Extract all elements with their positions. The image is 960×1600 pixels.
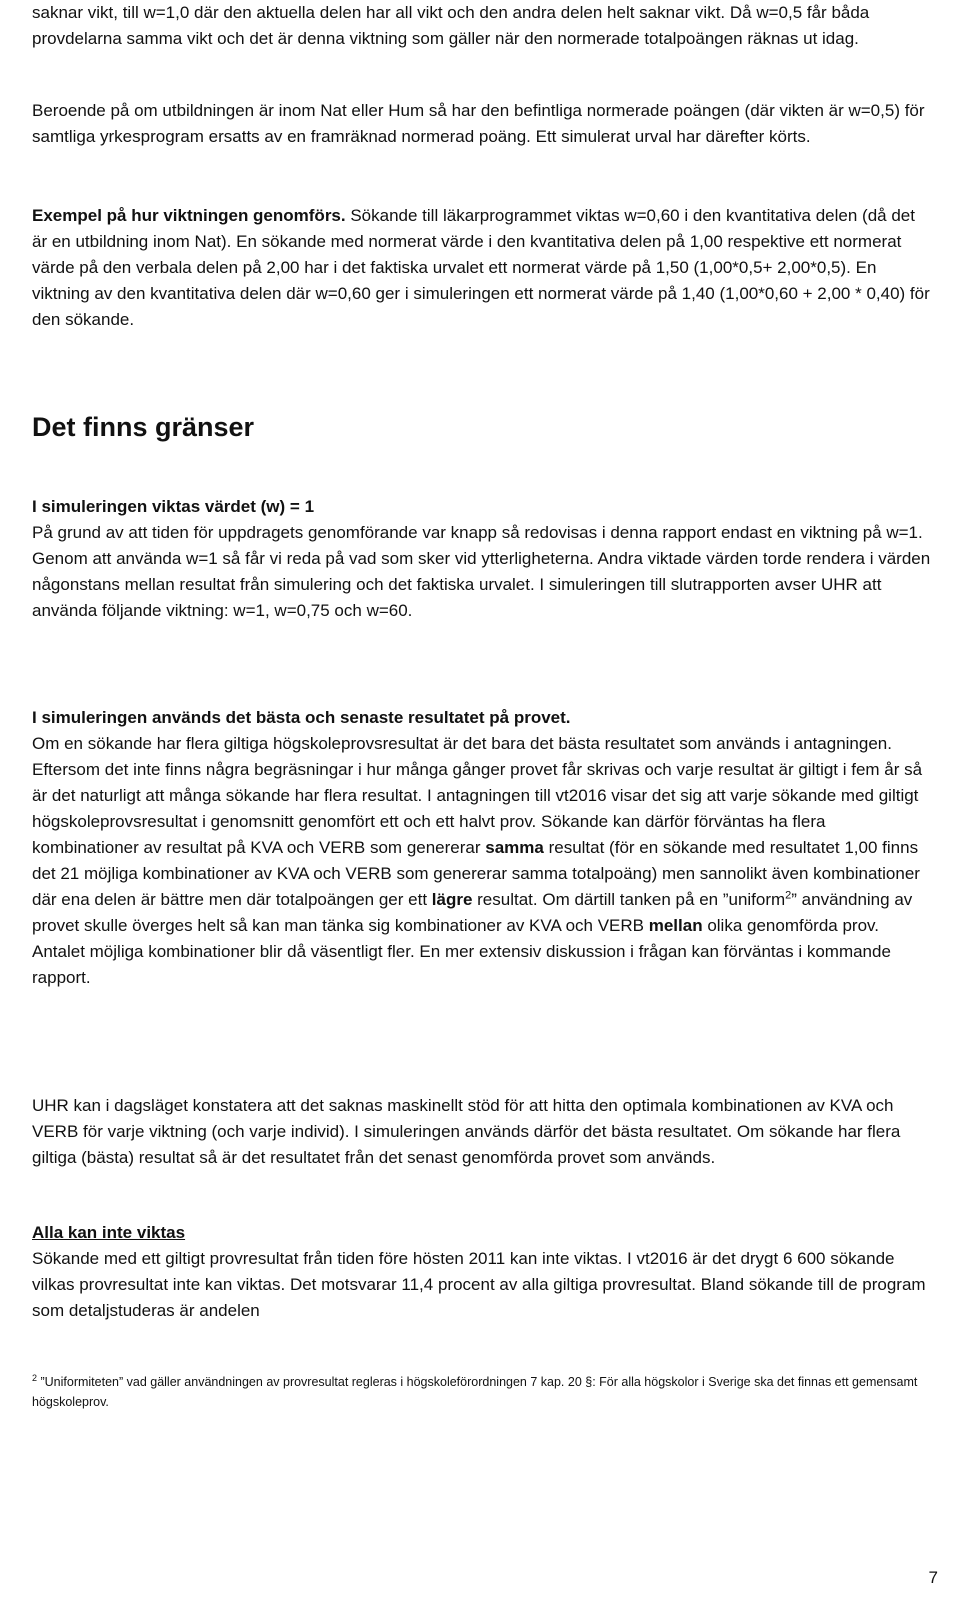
section-best-result	[32, 705, 932, 991]
nat-hum-text: Beroende på om utbildningen är inom Nat eller Hum så har den befintliga normerade poängen (där vikten är w=0,5) för samtliga yrkesprogram ersatts av en framräknad normerad poäng. Ett simulerat urval har därefter körts.	[32, 101, 925, 146]
page-number: 7	[928, 1568, 938, 1587]
weighting-title: I simuleringen viktas värdet (w) = 1	[32, 497, 315, 516]
weighting-text: På grund av att tiden för uppdragets genomförande var knapp så redovisas i denna rapport endast en viktning på w=1. Genom att använda w=1 så får vi reda på vad som sker vid ytterligheterna. Andra viktade värden torde rendera i värden någonstans mellan resultat från simulering och det faktiska urvalet. I simuleringen till slutrapporten avser UHR att använda följande viktning: w=1, w=0,75 och w=60.	[32, 523, 931, 620]
example-text: Sökande till läkarprogrammet viktas w=0,60 i den kvantitativa delen (då det är en utbildning inom Nat). En sökande med normerat värde i den kvantitativa delen på 1,00 respektive ett normerat värde på den verbala delen på 2,00 har i det faktiska urvalet ett normerat värde på 1,50 (1,00*0,5+ 2,00*0,5). En viktning av den kvantitativa delen där w=0,60 ger i simuleringen ett normerat värde på 1,40 (1,00*0,60 + 2,00 * 0,40) för den sökande.	[32, 206, 930, 329]
intro-text: saknar vikt, till w=1,0 där den aktuella delen har all vikt och den andra delen helt saknar vikt. Då w=0,5 får båda provdelarna samma vikt och det är denna viktning som gäller när den normerade totalpoängen räknas ut idag.	[32, 3, 870, 48]
machine-support-text: UHR kan i dagsläget konstatera att det saknas maskinellt stöd för att hitta den optimala kombinationen av KVA och VERB för varje viktning (och varje individ). I simuleringen används därför det bästa resultatet. Om sökande har flera giltiga (bästa) resultat så är det resultatet från det senast genomförda provet som används.	[32, 1096, 901, 1167]
intro-paragraph	[32, 0, 932, 52]
best-result-text: Om en sökande har flera giltiga högskoleprovsresultat är det bara det bästa resultatet som används i antagningen. Eftersom det inte finns några begräsningar i hur många gånger provet får skrivas och varje resultat är giltigt i fem år så är det naturligt att många sökande har flera resultat. I antagningen till vt2016 visar det sig att varje sökande med giltigt högskoleprovsresultat i genomsnitt genomfört ett och ett halvt prov. Sökande kan därför förväntas ha flera kombinationer av resultat på KVA och VERB som genererar samma resultat (för en sökande med resultatet 1,00 finns det 21 möjliga kombinationer av KVA och VERB som genererar samma totalpoäng) men sannolikt även kombinationer där ena delen är bättre men där totalpoängen ger ett lägre resultat. Om därtill tanken på en ”uniform$^2$” användning av provet skulle överges helt så kan man tänka sig kombinationer av KVA och VERB mellan olika genomförda prov. Antalet möjliga kombinationer blir då väsentligt fler. En mer extensiv diskussion i frågan kan förväntas i kommande rapport.	[32, 734, 923, 987]
example-lead: Exempel på hur viktningen genomförs.	[32, 206, 346, 225]
nat-hum-paragraph	[32, 98, 932, 150]
best-result-title: I simuleringen används det bästa och senaste resultatet på provet.	[32, 708, 571, 727]
not-weighted-title: Alla kan inte viktas	[32, 1223, 186, 1242]
section-weighting	[32, 494, 932, 624]
section-heading-text: Det finns gränser	[32, 412, 255, 442]
footnote-text: ”Uniformiteten” vad gäller användningen av provresultat regleras i högskoleförordningen 7 kap. 20 §: För alla högskolor i Sverige ska det finnas ett gemensamt högskoleprov.	[32, 1375, 918, 1409]
example-paragraph	[32, 203, 932, 333]
section-not-weighted	[32, 1220, 932, 1324]
machine-support-paragraph	[32, 1093, 932, 1171]
footnote-number: 2	[32, 1372, 38, 1383]
footnote	[32, 1372, 932, 1412]
footnote-ref: 2	[785, 889, 792, 902]
not-weighted-text: Sökande med ett giltigt provresultat från tiden före hösten 2011 kan inte viktas. I vt2016 är det drygt 6 600 sökande vilkas provresultat inte kan viktas. Det motsvarar 11,4 procent av alla giltiga provresultat. Bland sökande till de program som detaljstuderas är andelen	[32, 1249, 926, 1320]
section-heading	[32, 410, 932, 444]
